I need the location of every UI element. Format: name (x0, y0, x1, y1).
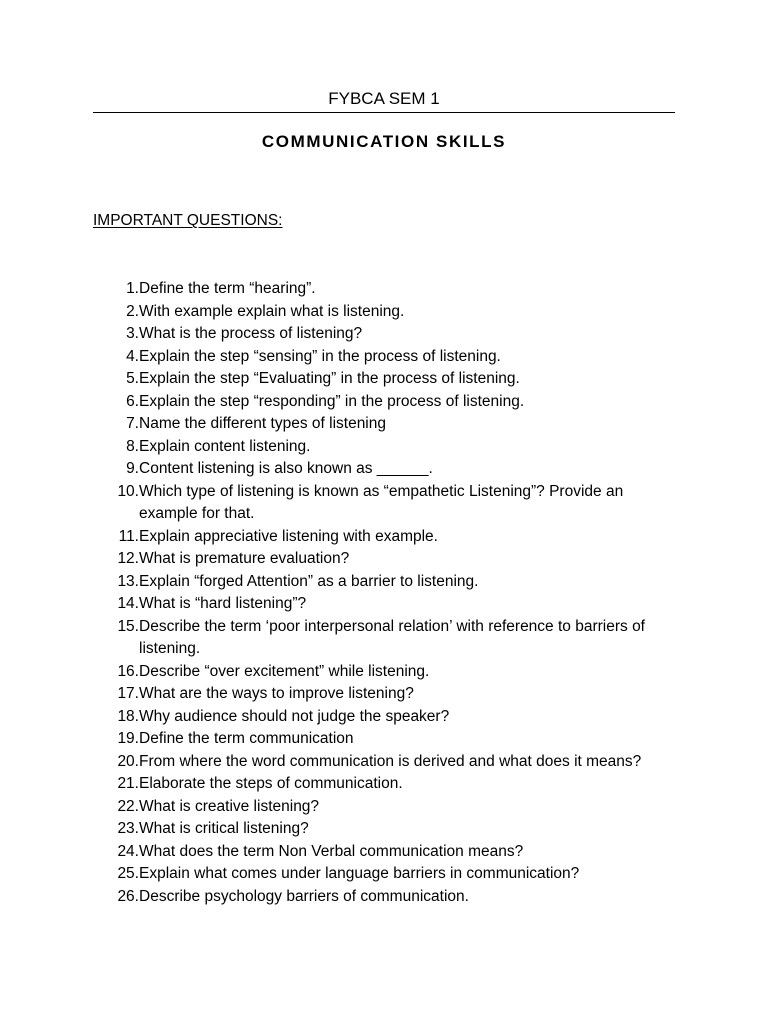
question-item (93, 368, 653, 391)
question-text: What are the ways to improve listening? (139, 685, 414, 702)
question-item (93, 683, 653, 706)
question-number: 2. (126, 302, 139, 320)
question-item (93, 278, 653, 301)
question-text: What is critical listening? (139, 820, 309, 837)
question-item (93, 616, 653, 661)
question-text: Why audience should not judge the speaker? (139, 707, 450, 725)
question-text: What does the term Non Verbal communication means? (139, 842, 524, 860)
question-number: 24. (117, 842, 139, 860)
question-number: 17. (117, 685, 139, 702)
question-item (93, 661, 653, 684)
question-number: 6. (126, 392, 139, 410)
question-item (93, 796, 653, 819)
questions-list (93, 278, 653, 908)
question-item (93, 863, 653, 886)
question-number: 7. (126, 415, 139, 432)
question-text: Define the term communication (139, 730, 354, 747)
question-number: 1. (126, 280, 139, 297)
question-text: What is “hard listening”? (139, 595, 307, 612)
question-item (93, 571, 653, 594)
question-item (93, 841, 653, 864)
question-text: Explain appreciative listening with example. (139, 527, 438, 545)
question-number: 16. (117, 662, 139, 680)
question-item (93, 346, 653, 369)
question-item (93, 481, 653, 526)
question-text: Content listening is also known as ______. (139, 460, 433, 477)
header-divider (93, 112, 675, 113)
question-number: 22. (117, 797, 139, 815)
question-item (93, 751, 653, 774)
question-item (93, 773, 653, 796)
question-text: Elaborate the steps of communication. (139, 775, 403, 792)
question-text: What is creative listening? (139, 797, 320, 815)
question-number: 14. (117, 595, 139, 612)
page-header: FYBCA SEM 1 (328, 89, 440, 108)
question-number: 10. (117, 482, 139, 500)
question-item (93, 436, 653, 459)
question-number: 11. (118, 527, 139, 545)
question-number: 21. (117, 775, 139, 792)
question-number: 8. (126, 437, 139, 455)
question-number: 4. (126, 347, 139, 365)
question-item (93, 886, 653, 909)
question-number: 20. (117, 752, 139, 770)
question-item (93, 301, 653, 324)
question-number: 13. (117, 572, 139, 590)
question-text: What is the process of listening? (139, 325, 363, 342)
document-title: COMMUNICATION SKILLS (261, 132, 507, 151)
question-text: Which type of listening is known as “empathetic Listening”? Provide an example for that. (139, 482, 624, 522)
question-number: 9. (126, 460, 139, 477)
question-item (93, 593, 653, 616)
question-text: What is premature evaluation? (139, 550, 350, 567)
question-item (93, 548, 653, 571)
question-number: 3. (126, 325, 139, 342)
question-text: Describe “over excitement” while listening. (139, 662, 430, 680)
question-number: 26. (117, 887, 139, 905)
question-text: Explain “forged Attention” as a barrier to listening. (139, 572, 479, 590)
question-text: Explain the step “sensing” in the process of listening. (139, 347, 501, 365)
question-text: With example explain what is listening. (139, 302, 405, 320)
question-item (93, 458, 653, 481)
question-text: Explain the step “Evaluating” in the process of listening. (139, 370, 520, 387)
question-text: From where the word communication is derived and what does it means? (139, 752, 642, 770)
question-item (93, 391, 653, 414)
question-text: Describe the term ‘poor interpersonal relation’ with reference to barriers of listening. (139, 617, 645, 657)
question-text: Explain content listening. (139, 437, 311, 455)
question-item (93, 323, 653, 346)
question-text: Describe psychology barriers of communication. (139, 887, 469, 905)
question-text: Explain the step “responding” in the process of listening. (139, 392, 525, 410)
question-item (93, 413, 653, 436)
question-item (93, 706, 653, 729)
question-text: Explain what comes under language barriers in communication? (139, 865, 580, 882)
section-heading: IMPORTANT QUESTIONS: (93, 212, 283, 229)
question-number: 15. (117, 617, 139, 635)
question-number: 19. (117, 730, 139, 747)
question-number: 12. (117, 550, 139, 567)
question-number: 23. (117, 820, 139, 837)
question-item (93, 818, 653, 841)
question-text: Define the term “hearing”. (139, 280, 316, 297)
question-number: 18. (117, 707, 139, 725)
question-text: Name the different types of listening (139, 415, 386, 432)
question-number: 5. (126, 370, 139, 387)
question-number: 25. (117, 865, 139, 882)
question-item (93, 728, 653, 751)
question-item (93, 526, 653, 549)
